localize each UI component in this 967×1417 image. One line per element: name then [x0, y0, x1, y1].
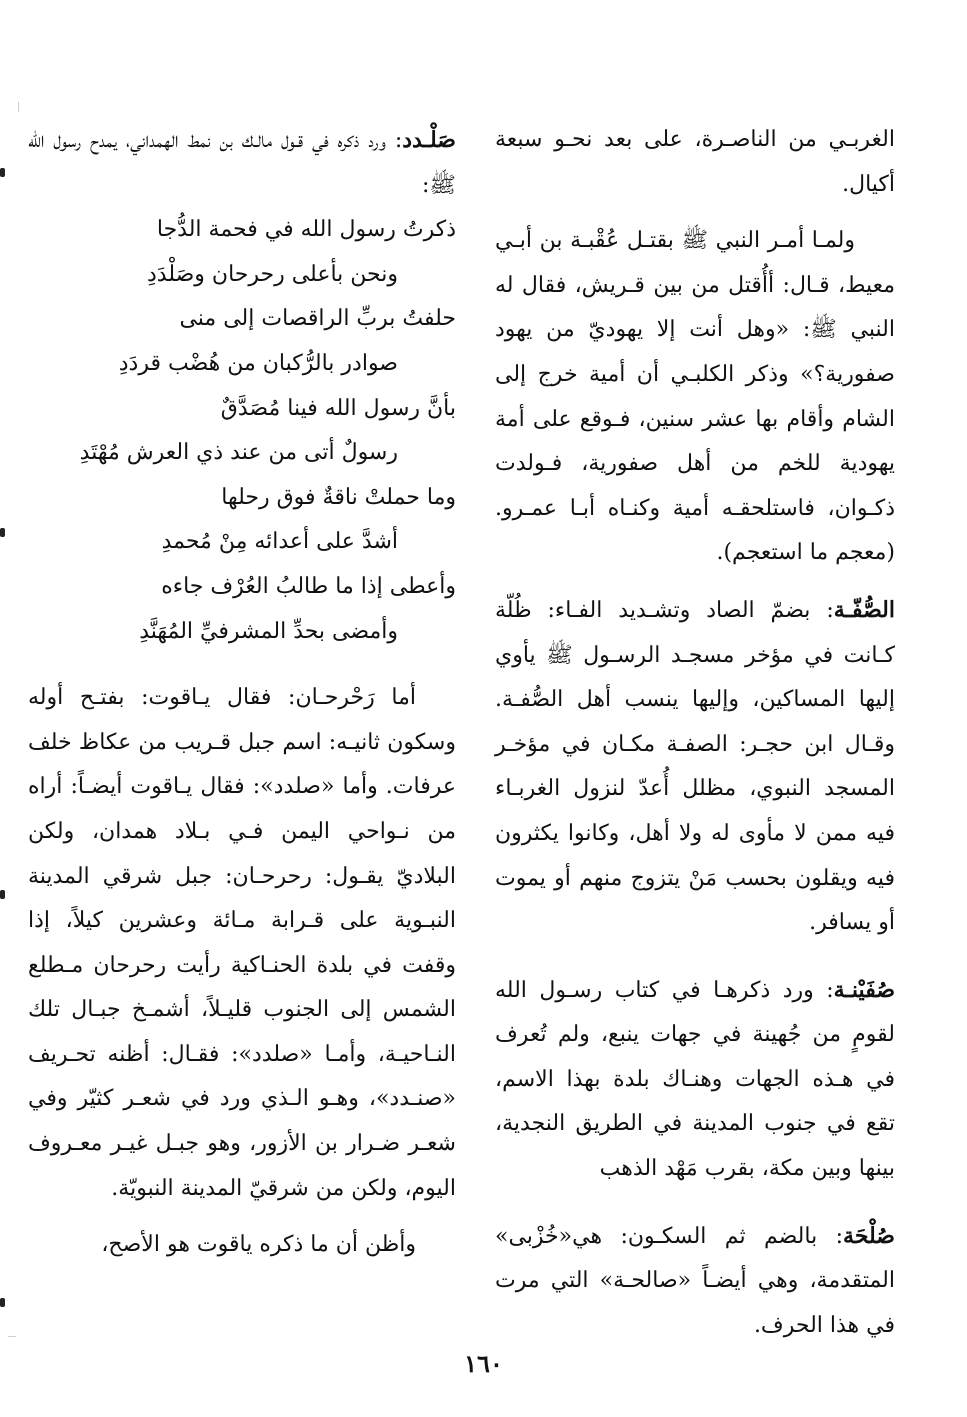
- headword: الصُّفّـة: [833, 596, 895, 623]
- verse-line: صوادر بالرُّكبان من هُضْب قردَدِ: [118, 350, 398, 376]
- poem: [28, 208, 456, 654]
- binding-hole-mark: [0, 168, 5, 177]
- binding-hole-mark: [0, 1298, 5, 1307]
- binding-hole-mark: [0, 528, 5, 537]
- verse-line: وما حملتْ ناقةٌ فوق رحلها: [221, 484, 456, 510]
- left-column: [28, 118, 456, 1268]
- margin-mark: [18, 102, 19, 112]
- headword: صُفَيْنـة: [833, 976, 895, 1003]
- entry-text: : ورد ذكره في قـول مالـك بن نمط الهمداني، يمدح رسول الله ﷺ:: [28, 128, 456, 198]
- verse-line: رسولٌ أتى من عند ذي العرش مُهْتَدِ: [79, 440, 398, 466]
- entry-text: : بالضم ثم السكـون: هي«خُزْبى» المتقدمة، وهي أيضـاً «صالحـة» التي مرت في هذا الحرف.: [495, 1223, 895, 1338]
- margin-mark: [8, 1336, 16, 1337]
- headword: صَلْـدد: [402, 127, 456, 153]
- binding-hole-mark: [0, 890, 5, 899]
- verse-line: ونحن بأعلى رحرحان وصَلْدَدِ: [146, 261, 398, 287]
- verse-line: حلفتُ بربِّ الراقصات إلى منى: [179, 306, 456, 332]
- entry-text: : بضمّ الصاد وتشـديد الفـاء: ظُلّة كـانت في مؤخر مسجـد الرسـول ﷺ يأوي إليها المساكين، وإليها ينسب أهل الصُّفـة. وقـال ابن حجـر: الصفـة مكـان في مؤخـر المسجد النبوي، مظلل أُعدّ لنزول الغربـاء فيه ممن لا مأوى له ولا أهل، وكانوا يكثرون فيه ويقلون بحسب مَنْ يتزوج منهم أو يموت أو يسافر.: [495, 597, 895, 936]
- right-column: [495, 118, 895, 1348]
- verse-line: وأعطى إذا ما طالبُ العُرْف جاءه: [161, 573, 456, 599]
- page-number: ١٦٠: [464, 1349, 503, 1378]
- entry-paragraph: [495, 588, 895, 946]
- headword: صُلْحَة: [843, 1222, 895, 1249]
- entry-text: : ورد ذكرهـا في كتاب رسـول الله لقومٍ من جُهينة في جهات ينبع، ولم تُعرف في هـذه الجهات وهنـاك بلدة بهذا الاسم، تقع في جنوب المدينة في الطريق النجدية، بينها وبين مكة، بقرب مَهْد الذهب: [495, 977, 895, 1182]
- verse-line: أشدَّ على أعدائه مِنْ مُحمدِ: [161, 529, 398, 555]
- paragraph: أما رَحْرحـان: فقال يـاقوت: بفتـح أوله وسكون ثانيـه: اسم جبل قـريب من عكاظ خلف عرفات. وأما «صلدد»: فقال يـاقوت أيضـاً: أراه من نـواحي اليمن فـي بـلاد همدان، ولكن البلاديّ يقـول: رحرحـان: جبل شرقي المدينة النبـوية على قـرابة مـائة وعشرين كيلاً، إذا وقفت في بلدة الحنـاكية رأيت رحرحان مـطلع الشمس إلى الجنوب قليـلاً، أشمـخ جبـال تلك النـاحيـة، وأمـا «صلدد»: فقـال: أظنه تحـريف «صنـدد»، وهـو الـذي ورد في شعـر كثيّر وفي شعـر ضـرار بن الأزور، وهو جبـل غيـر معـروف اليوم، ولكن من شرقيّ المدينة النبويّة.: [28, 685, 456, 1201]
- paragraph: ولمـا أمـر النبي ﷺ بقتـل عُقْبـة بن أبـي معيط، قـال: أأُقتل من بين قـريش، فقال له النبي ﷺ: «وهل أنت إلا يهوديّ من يهود صفورية؟» وذكر الكلبـي أن أمية خرج إلى الشام وأقام بها عشر سنين، فـوقع على أمة يهودية للخم من أهل صفورية، فـولدت ذكـوان، فاستلحقـه أمية وكنـاه أبـا عمـرو. (معجم ما استعجم).: [495, 228, 895, 566]
- verse-line: وأمضى بحدِّ المشرفيِّ المُهَنَّدِ: [139, 618, 398, 644]
- entry-paragraph: [28, 118, 456, 208]
- paragraph: الغربـي من الناصـرة، على بعد نحـو سبعة أكيال.: [495, 127, 895, 197]
- verse-line: ذكرتُ رسول الله في فحمة الدُّجا: [156, 217, 456, 243]
- entry-paragraph: [495, 1214, 895, 1349]
- verse-line: بأنَّ رسول الله فينا مُصَدَّقٌ: [220, 395, 456, 421]
- entry-paragraph: [495, 968, 895, 1192]
- paragraph: وأظن أن ما ذكره ياقوت هو الأصح،: [101, 1232, 416, 1258]
